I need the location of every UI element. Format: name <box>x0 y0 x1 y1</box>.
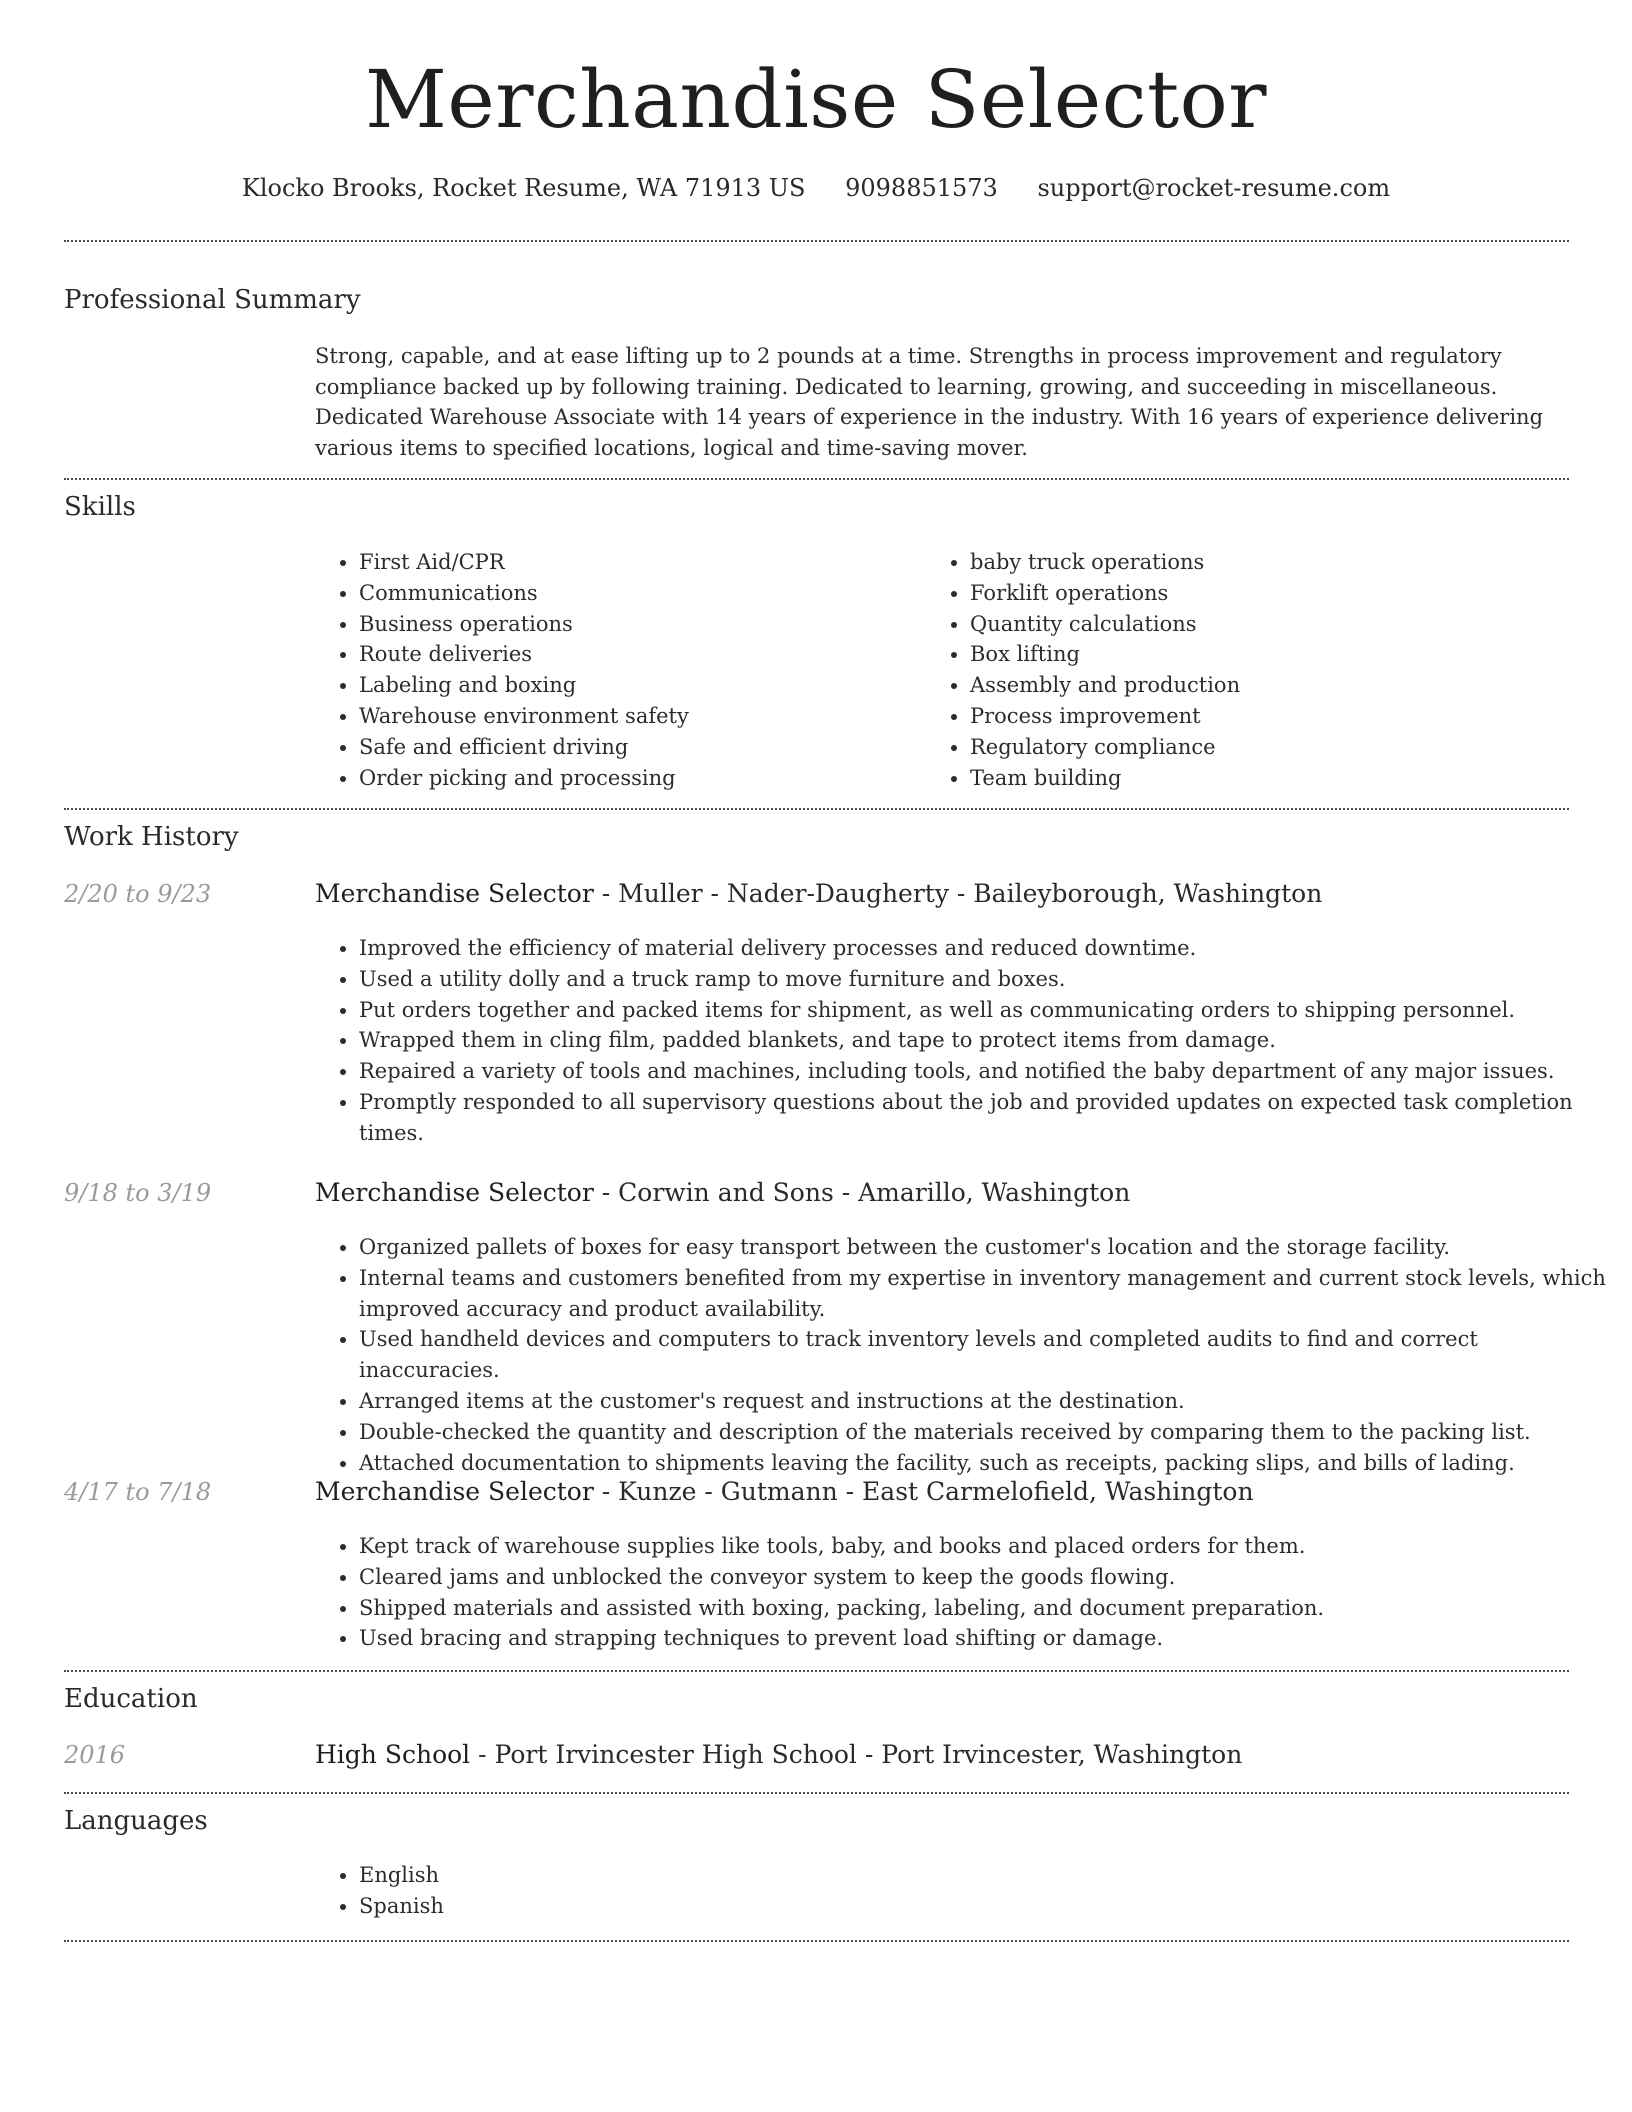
divider <box>64 1670 1569 1672</box>
skill-item: • First Aid/CPR <box>359 547 919 578</box>
job-bullet: • Double-checked the quantity and description of the materials received by comparing them to the packing list. <box>359 1417 1609 1448</box>
skill-item: • Process improvement <box>970 701 1570 732</box>
contact-email: support@rocket-resume.com <box>1037 174 1391 202</box>
job-heading <box>315 877 1322 911</box>
skill-item: • Route deliveries <box>359 639 919 670</box>
contact-phone: 9098851573 <box>845 174 998 202</box>
job-employer-location: - Corwin and Sons - Amarillo, Washington <box>593 1178 1131 1207</box>
education-year: 2016 <box>64 1741 126 1769</box>
job-title: Merchandise Selector <box>315 879 594 908</box>
job-bullets <box>315 1531 1609 1654</box>
skill-item: • Regulatory compliance <box>970 732 1570 763</box>
divider <box>64 240 1569 242</box>
job-bullet: • Arranged items at the customer's request and instructions at the destination. <box>359 1386 1609 1417</box>
skills-list-right <box>926 547 1570 793</box>
education-heading: Education <box>64 1684 198 1714</box>
job-bullets <box>315 1232 1609 1478</box>
job-bullet: • Used handheld devices and computers to track inventory levels and completed audits to find and correct inaccuracies. <box>359 1324 1609 1386</box>
job-bullet: • Attached documentation to shipments leaving the facility, such as receipts, packing slips, and bills of lading. <box>359 1448 1609 1479</box>
job-employer-location: - Muller - Nader-Daugherty - Baileyborough, Washington <box>593 879 1323 908</box>
job-bullet: • Wrapped them in cling film, padded blankets, and tape to protect items from damage. <box>359 1025 1609 1056</box>
job-bullet: • Repaired a variety of tools and machines, including tools, and notified the baby department of any major issues. <box>359 1056 1609 1087</box>
job-bullet: • Improved the efficiency of material delivery processes and reduced downtime. <box>359 933 1609 964</box>
resume-name: Merchandise Selector <box>364 53 1268 146</box>
job-bullet: • Kept track of warehouse supplies like tools, baby, and books and placed orders for them. <box>359 1531 1609 1562</box>
language-item: • Spanish <box>359 1891 919 1922</box>
skill-item: • Labeling and boxing <box>359 670 919 701</box>
skill-item: • Warehouse environment safety <box>359 701 919 732</box>
job-bullet: • Promptly responded to all supervisory questions about the job and provided updates on expected task completion times. <box>359 1087 1609 1149</box>
job-title: Merchandise Selector <box>315 1477 594 1506</box>
job-bullets <box>315 933 1609 1149</box>
contact-line <box>0 170 1632 206</box>
work-heading: Work History <box>64 822 239 852</box>
summary-text: Strong, capable, and at ease lifting up to 2 pounds at a time. Strengths in process improvement and regulatory compliance backed up by following training. Dedicated to learning, growing, and succeeding in miscellaneous. Dedicated Warehouse Associate with 14 years of experience in the industry. With 16 years of experience delivering various items to specified locations, logical and time-saving mover. <box>315 344 1544 460</box>
skill-item: • Order picking and processing <box>359 763 919 794</box>
education-school-location: - Port Irvincester High School - Port Irvincester, Washington <box>470 1740 1243 1769</box>
divider <box>64 478 1569 480</box>
divider <box>64 1792 1569 1794</box>
skill-item: • Safe and efficient driving <box>359 732 919 763</box>
job-dates: 4/17 to 7/18 <box>64 1478 212 1506</box>
job-bullet: • Shipped materials and assisted with boxing, packing, labeling, and document preparation. <box>359 1593 1609 1624</box>
job-bullet: • Used bracing and strapping techniques to prevent load shifting or damage. <box>359 1623 1609 1654</box>
skill-item: • Team building <box>970 763 1570 794</box>
skill-item: • Forklift operations <box>970 578 1570 609</box>
job-heading <box>315 1176 1130 1210</box>
education-degree: High School <box>315 1740 471 1769</box>
skill-item: • Box lifting <box>970 639 1570 670</box>
skill-item: • Assembly and production <box>970 670 1570 701</box>
languages-list <box>315 1860 919 1922</box>
languages-heading: Languages <box>64 1806 208 1836</box>
education-entry <box>315 1738 1242 1772</box>
job-heading <box>315 1475 1254 1509</box>
divider <box>64 808 1569 810</box>
job-bullet: • Internal teams and customers benefited from my expertise in inventory management and current stock levels, which improved accuracy and product availability. <box>359 1263 1609 1325</box>
job-employer-location: - Kunze - Gutmann - East Carmelofield, Washington <box>593 1477 1254 1506</box>
contact-address: Klocko Brooks, Rocket Resume, WA 71913 US <box>241 174 806 202</box>
skills-list-left <box>315 547 919 793</box>
skill-item: • Communications <box>359 578 919 609</box>
job-bullet: • Cleared jams and unblocked the conveyor system to keep the goods flowing. <box>359 1562 1609 1593</box>
job-bullet: • Put orders together and packed items for shipment, as well as communicating orders to shipping personnel. <box>359 995 1609 1026</box>
language-item: • English <box>359 1860 919 1891</box>
job-dates: 2/20 to 9/23 <box>64 880 212 908</box>
job-bullet: • Organized pallets of boxes for easy transport between the customer's location and the storage facility. <box>359 1232 1609 1263</box>
divider <box>64 1940 1569 1942</box>
skill-item: • Business operations <box>359 609 919 640</box>
skill-item: • baby truck operations <box>970 547 1570 578</box>
summary-heading: Professional Summary <box>64 285 361 315</box>
job-dates: 9/18 to 3/19 <box>64 1179 212 1207</box>
job-bullet: • Used a utility dolly and a truck ramp to move furniture and boxes. <box>359 964 1609 995</box>
skill-item: • Quantity calculations <box>970 609 1570 640</box>
job-title: Merchandise Selector <box>315 1178 594 1207</box>
skills-heading: Skills <box>64 492 136 522</box>
